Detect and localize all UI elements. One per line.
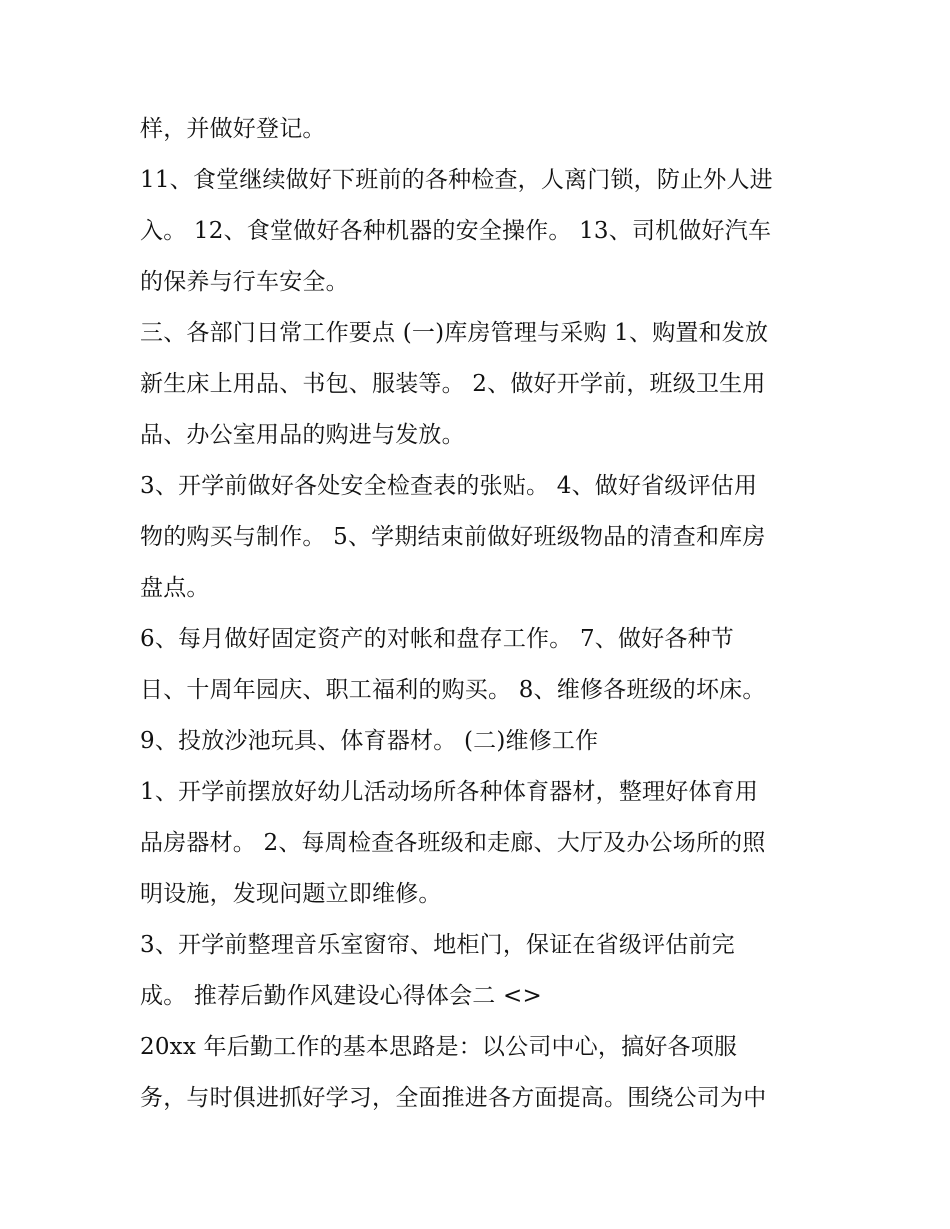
- text-line: 盘点。: [140, 575, 210, 601]
- text-line: 务，与时俱进抓好学习，全面推进各方面提高。围绕公司为中: [140, 1085, 767, 1111]
- document-body: [140, 104, 820, 1124]
- text-line: 6、每月做好固定资产的对帐和盘存工作。 7、做好各种节: [140, 626, 734, 652]
- text-line: 1、开学前摆放好幼儿活动场所各种体育器材，整理好体育用: [140, 779, 759, 805]
- text-line: 的保养与行车安全。: [140, 269, 349, 295]
- text-line: 新生床上用品、书包、服装等。 2、做好开学前，班级卫生用: [140, 371, 766, 397]
- text-line: 三、各部门日常工作要点 (一)库房管理与采购 1、购置和发放: [140, 320, 769, 346]
- text-line: 明设施，发现问题立即维修。: [140, 881, 442, 907]
- text-line: 11、食堂继续做好下班前的各种检查，人离门锁，防止外人进: [140, 167, 773, 193]
- text-line: 入。 12、食堂做好各种机器的安全操作。 13、司机做好汽车: [140, 218, 772, 244]
- text-line: 3、开学前整理音乐室窗帘、地柜门，保证在省级评估前完: [140, 932, 735, 958]
- text-line: 3、开学前做好各处安全检查表的张贴。 4、做好省级评估用: [140, 473, 758, 499]
- text-line: 品、办公室用品的购进与发放。: [140, 422, 465, 448]
- text-line: 品房器材。 2、每周检查各班级和走廊、大厅及办公场所的照: [140, 830, 766, 856]
- text-line: 日、十周年园庆、职工福利的购买。 8、维修各班级的坏床。: [140, 677, 766, 703]
- text-line: 20xx 年后勤工作的基本思路是：以公司中心，搞好各项服: [140, 1034, 738, 1060]
- text-line: 成。 推荐后勤作风建设心得体会二 <>: [140, 983, 542, 1009]
- text-line: 物的购买与制作。 5、学期结束前做好班级物品的清查和库房: [140, 524, 766, 550]
- text-line: 样，并做好登记。: [140, 116, 326, 142]
- text-line: 9、投放沙池玩具、体育器材。 (二)维修工作: [140, 728, 599, 754]
